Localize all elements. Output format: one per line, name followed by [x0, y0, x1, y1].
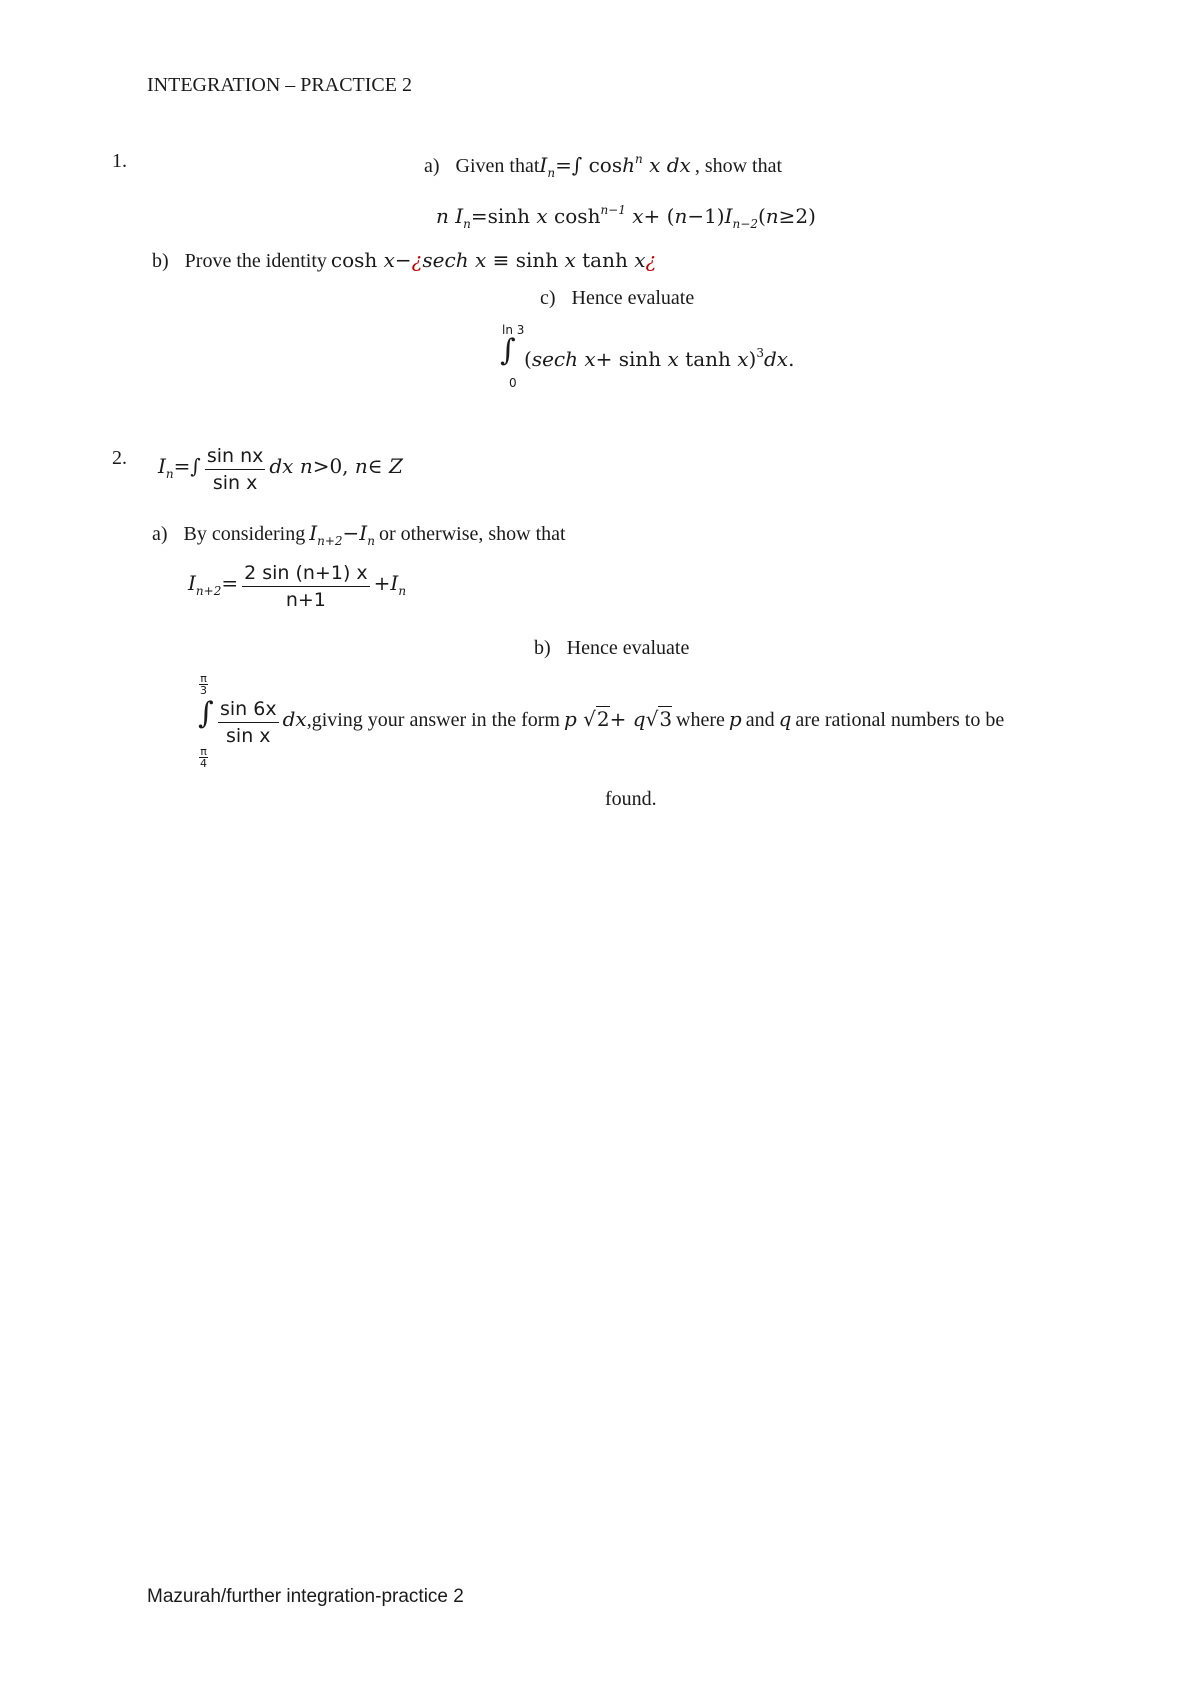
- q2a-text: By considering: [183, 523, 306, 545]
- page-footer: Mazurah/further integration-practice 2: [147, 1586, 464, 1607]
- q2a-numerator: 2 sin (n+1) x: [242, 560, 370, 587]
- question-1-number: 1.: [112, 150, 127, 172]
- question-2a: [152, 521, 566, 548]
- q2b-text: Hence evaluate: [566, 637, 690, 659]
- q2b-denominator: sin x: [226, 725, 271, 747]
- q1b-text: Prove the identity: [184, 250, 327, 272]
- question-1a: [424, 152, 782, 180]
- q1a-text-after: , show that: [694, 155, 783, 177]
- q2b-text-answer: ,giving your answer in the form: [306, 709, 560, 732]
- q2b-label: b): [534, 637, 551, 659]
- q1c-lower-limit: 0: [509, 376, 517, 390]
- q2b-answer-form: p √2+ q√3: [563, 707, 673, 732]
- q2-definition-fraction: [205, 443, 266, 496]
- question-2-number: 2.: [112, 447, 127, 469]
- q1c-integral-sign: ∫: [500, 333, 516, 368]
- q1c-label: c): [540, 287, 556, 309]
- q2a-difference: $I_{n+2}-I_n$: [309, 521, 375, 548]
- q2a-result-fraction: [242, 560, 370, 613]
- q2b-integrand: $\frac{\sin 6x}{\text{sin x}}$ dx,giving your answer in the form p √2+ q√3 where p and q are rational numbers to be: [220, 698, 1005, 747]
- q2a-denominator: n+1: [285, 589, 326, 611]
- q2b-text-rest: are rational numbers to be: [795, 709, 1005, 732]
- q2b-lower-limit: π 4: [200, 745, 207, 770]
- q2b-text-and: and: [745, 709, 775, 732]
- q1a-formula: $I_n=\int$ $\cosh^n x$ dx: [539, 152, 691, 180]
- q2b-text-found: found.: [605, 788, 657, 810]
- q2b-integrand-fraction: [218, 696, 279, 749]
- q1c-upper-limit: ln 3: [502, 323, 525, 337]
- page-title: INTEGRATION – PRACTICE 2: [147, 74, 412, 96]
- q2b-integral-sign: ∫: [198, 696, 214, 731]
- q2a-result: $I_{n+2}=$ $\frac{2 \sin (n+1) x}{n+1}$ $+I_n$: [188, 562, 407, 611]
- q2b-text-where: where: [676, 709, 725, 732]
- q2-definition: $I_n=\int$ $\frac{\text{sin nx}}{\text{sin x}}$ dx n>0, n∈ Z: [158, 445, 403, 494]
- q2-def-denominator: sin x: [212, 472, 258, 494]
- q1a-text: Given that: [455, 155, 540, 177]
- q1b-label: b): [152, 250, 169, 272]
- q1c-integrand: (sech x+ sinh x tanh x)$^3$dx.: [524, 346, 795, 371]
- question-2b: [534, 637, 689, 660]
- q2a-label: a): [152, 523, 168, 545]
- q1a-reduction-formula: n $I_n=\sinh$ x $\cosh^{n-1} x+ (n-1)I_{n-2}(n\ge 2)$: [436, 203, 816, 231]
- q2b-upper-limit: π 3: [200, 672, 207, 697]
- q1c-text: Hence evaluate: [571, 287, 695, 309]
- q2b-numerator: sin 6x: [218, 696, 279, 723]
- question-1b: [152, 248, 656, 273]
- q1b-identity: cosh x−¿sech x ≡ sinh x tanh x¿: [330, 248, 657, 272]
- question-1c: [540, 287, 694, 310]
- q2-def-numerator: sin nx: [205, 443, 266, 470]
- q2a-text-after: or otherwise, show that: [378, 523, 566, 545]
- q1a-label: a): [424, 155, 440, 177]
